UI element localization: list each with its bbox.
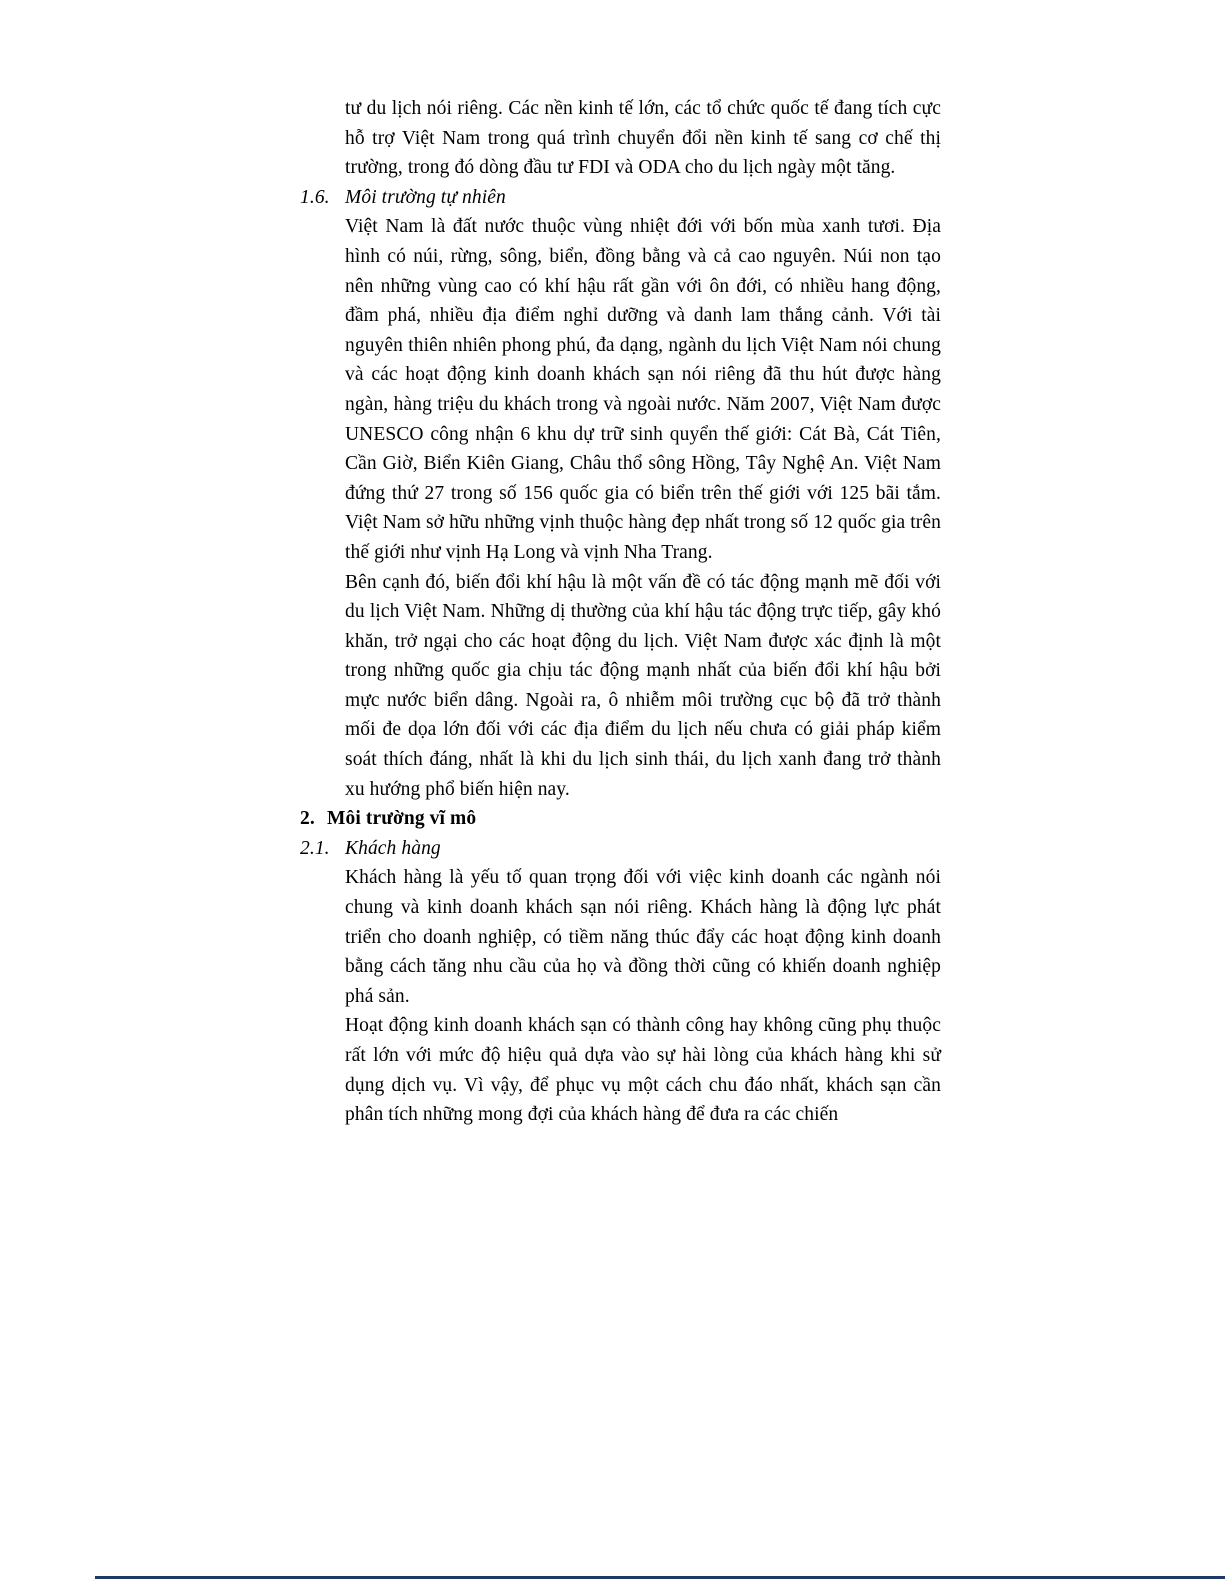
section-heading-2	[300, 804, 941, 834]
section-title-natural-environment: Môi trường tự nhiên	[345, 186, 506, 208]
section-heading-1-6	[300, 183, 941, 213]
paragraph-customers-2: Hoạt động kinh doanh khách sạn có thành công hay không cũng phụ thuộc rất lớn với mức độ hiệu quả dựa vào sự hài lòng của khách hàng khi sử dụng dịch vụ. Vì vậy, để phục vụ một cách chu đáo nhất, khách sạn cần phân tích những mong đợi của khách hàng để đưa ra các chiến	[345, 1015, 941, 1126]
page-bottom-border-line	[95, 1576, 1225, 1579]
section-number-2: 2.	[300, 808, 315, 830]
paragraph-natural-environment-1: Việt Nam là đất nước thuộc vùng nhiệt đới với bốn mùa xanh tươi. Địa hình có núi, rừng, sông, biển, đồng bằng và cả cao nguyên. Núi non tạo nên những vùng cao có khí hậu rất gần với ôn đới, có nhiều hang động, đầm phá, nhiều địa điểm nghỉ dưỡng và danh lam thắng cảnh. Với tài nguyên thiên nhiên phong phú, đa dạng, ngành du lịch Việt Nam nói chung và các hoạt động kinh doanh khách sạn nói riêng đã thu hút được hàng ngàn, hàng triệu du khách trong và ngoài nước. Năm 2007, Việt Nam được UNESCO công nhận 6 khu dự trữ sinh quyển thế giới: Cát Bà, Cát Tiên, Cần Giờ, Biển Kiên Giang, Châu thổ sông Hồng, Tây Nghệ An. Việt Nam đứng thứ 27 trong số 156 quốc gia có biển trên thế giới với 125 bãi tắm. Việt Nam sở hữu những vịnh thuộc hàng đẹp nhất trong số 12 quốc gia trên thế giới như vịnh Hạ Long và vịnh Nha Trang.	[345, 216, 941, 563]
paragraph-customers-1: Khách hàng là yếu tố quan trọng đối với việc kinh doanh các ngành nói chung và kinh doanh khách sạn nói riêng. Khách hàng là động lực phát triển cho doanh nghiệp, có tiềm năng thúc đẩy các hoạt động kinh doanh bằng cách tăng nhu cầu của họ và đồng thời cũng có khiến doanh nghiệp phá sản.	[345, 867, 941, 1007]
document-content	[300, 94, 941, 1130]
paragraph-natural-environment-2: Bên cạnh đó, biến đổi khí hậu là một vấn đề có tác động mạnh mẽ đối với du lịch Việt Nam. Những dị thường của khí hậu tác động trực tiếp, gây khó khăn, trở ngại cho các hoạt động du lịch. Việt Nam được xác định là một trong những quốc gia chịu tác động mạnh nhất của biến đổi khí hậu bởi mực nước biển dâng. Ngoài ra, ô nhiễm môi trường cục bộ đã trở thành mối đe dọa lớn đối với các địa điểm du lịch nếu chưa có giải pháp kiểm soát thích đáng, nhất là khi du lịch sinh thái, du lịch xanh đang trở thành xu hướng phổ biến hiện nay.	[345, 571, 941, 800]
section-heading-2-1	[300, 834, 941, 864]
section-number-1-6: 1.6.	[300, 186, 330, 208]
paragraph-economic-intro: tư du lịch nói riêng. Các nền kinh tế lớn, các tổ chức quốc tế đang tích cực hỗ trợ Việt Nam trong quá trình chuyển đổi nền kinh tế sang cơ chế thị trường, trong đó dòng đầu tư FDI và ODA cho du lịch ngày một tăng.	[345, 98, 941, 179]
section-number-2-1: 2.1.	[300, 837, 330, 859]
section-title-customers: Khách hàng	[345, 837, 441, 859]
section-title-macro-environment: Môi trường vĩ mô	[327, 808, 477, 830]
